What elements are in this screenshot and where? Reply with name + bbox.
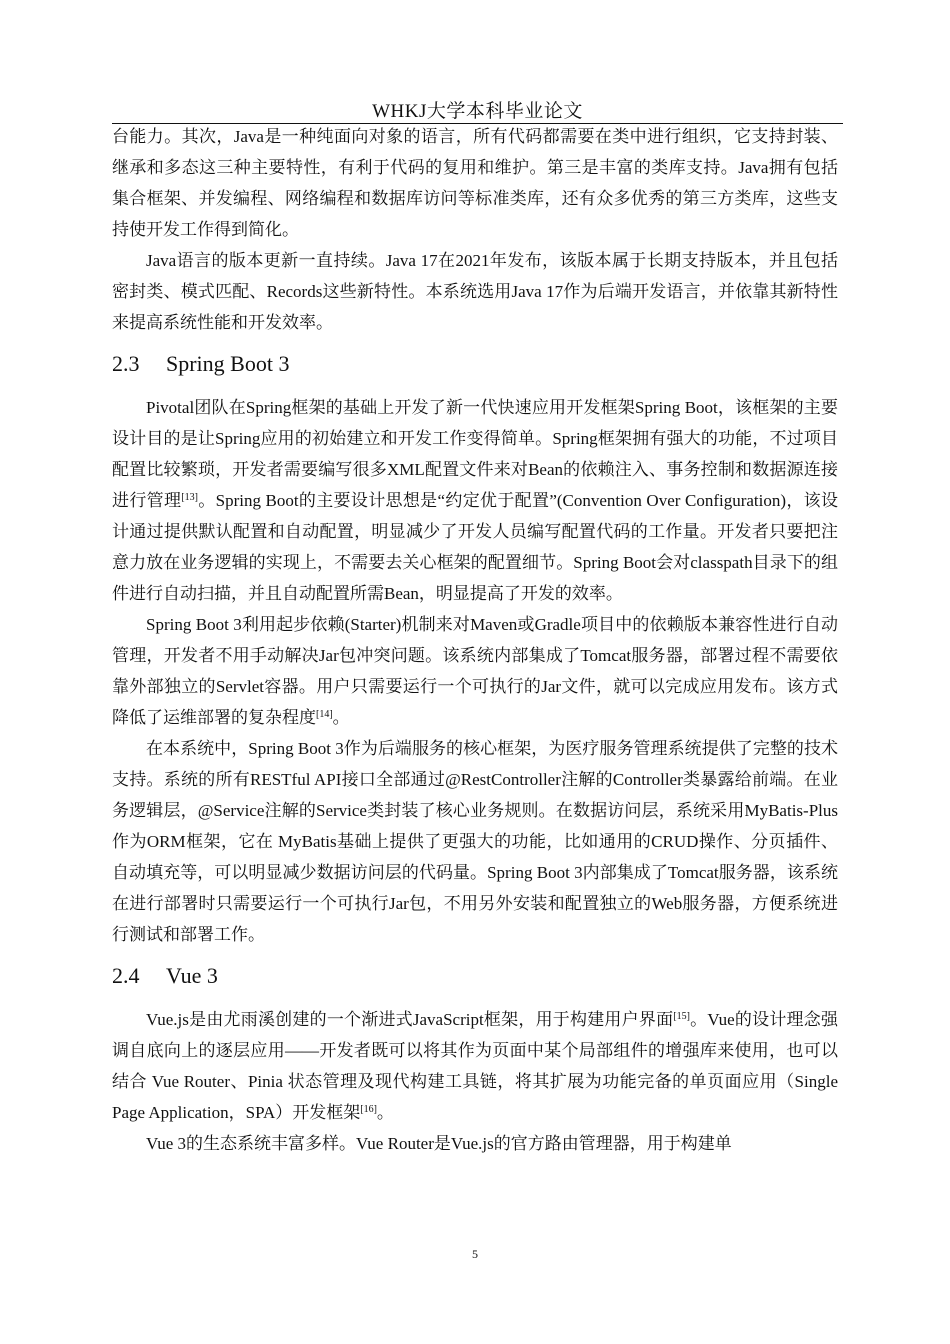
body-paragraph xyxy=(112,609,838,733)
section-number: 2.4 xyxy=(112,963,140,988)
citation-marker: [15] xyxy=(673,1011,690,1022)
page-number: 5 xyxy=(472,1247,478,1261)
section-heading-2-3 xyxy=(112,349,838,379)
section-title: Spring Boot 3 xyxy=(166,351,290,376)
paragraph-text: 。Spring Boot的主要设计思想是“约定优于配置”(Convention Over Configuration)，该设计通过提供默认配置和自动配置，明显减少了开发人员编写配置代码的工作量。开发者只要把注意力放在业务逻辑的实现上，不需要去关心框架的配置细节。Spring Boot会对classpath目录下的组件进行自动扫描，并且自动配置所需Bean，明显提高了开发的效率。 xyxy=(112,491,838,603)
body-paragraph xyxy=(112,1004,838,1128)
citation-marker: [13] xyxy=(181,492,198,503)
citation-marker: [16] xyxy=(360,1104,377,1115)
paragraph-text: 。Vue的设计理念强调自底向上的逐层应用——开发者既可以将其作为页面中某个局部组件的增强库来使用，也可以结合 Vue Router、Pinia 状态管理及现代构建工具链，将其扩展为功能完备的单页面应用（Single Page Application，SPA）开发框架 xyxy=(112,1010,838,1122)
section-title: Vue 3 xyxy=(166,963,218,988)
body-paragraph: Java语言的版本更新一直持续。Java 17在2021年发布，该版本属于长期支持版本，并且包括密封类、模式匹配、Records这些新特性。本系统选用Java 17作为后端开发语言，并依靠其新特性来提高系统性能和开发效率。 xyxy=(112,251,838,332)
paragraph-text: 。 xyxy=(376,1103,394,1122)
paragraph-text: Spring Boot 3利用起步依赖(Starter)机制来对Maven或Gradle项目中的依赖版本兼容性进行自动管理，开发者不用手动解决Jar包冲突问题。该系统内部集成了Tomcat服务器，部署过程不需要依靠外部独立的Servlet容器。用户只需要运行一个可执行的Jar文件，就可以完成应用发布。该方式降低了运维部署的复杂程度 xyxy=(112,615,838,727)
body-paragraph: 在本系统中，Spring Boot 3作为后端服务的核心框架，为医疗服务管理系统提供了完整的技术支持。系统的所有RESTful API接口全部通过@RestController注解的Controller类暴露给前端。在业务逻辑层，@Service注解的Service类封装了核心业务规则。在数据访问层，系统采用MyBatis-Plus作为ORM框架，它在 MyBatis基础上提供了更强大的功能，比如通用的CRUD操作、分页插件、自动填充等，可以明显减少数据访问层的代码量。Spring Boot 3内部集成了Tomcat服务器，该系统在进行部署时只需要运行一个可执行Jar包，不用另外安装和配置独立的Web服务器，方便系统进行测试和部署工作。 xyxy=(112,739,838,944)
body-paragraph: 台能力。其次，Java是一种纯面向对象的语言，所有代码都需要在类中进行组织，它支持封装、继承和多态这三种主要特性，有利于代码的复用和维护。第三是丰富的类库支持。Java拥有包括集合框架、并发编程、网络编程和数据库访问等标准类库，还有众多优秀的第三方类库，这些支持使开发工作得到简化。 xyxy=(112,127,838,239)
paragraph-text: 。 xyxy=(332,708,350,727)
body-paragraph: Vue 3的生态系统丰富多样。Vue Router是Vue.js的官方路由管理器，用于构建单 xyxy=(146,1134,732,1153)
body-paragraph xyxy=(112,392,838,609)
document-body xyxy=(112,121,838,1159)
page-header-title: WHKJ大学本科毕业论文 xyxy=(372,101,583,122)
citation-marker: [14] xyxy=(316,709,333,720)
paragraph-text: Vue.js是由尤雨溪创建的一个渐进式JavaScript框架，用于构建用户界面 xyxy=(146,1010,674,1029)
section-heading-2-4 xyxy=(112,961,838,991)
section-number: 2.3 xyxy=(112,351,140,376)
paragraph-text: Pivotal团队在Spring框架的基础上开发了新一代快速应用开发框架Spring Boot，该框架的主要设计目的是让Spring应用的初始建立和开发工作变得简单。Spring框架拥有强大的功能，不过项目配置比较繁琐，开发者需要编写很多XML配置文件来对Bean的依赖注入、事务控制和数据源连接进行管理 xyxy=(112,398,838,510)
